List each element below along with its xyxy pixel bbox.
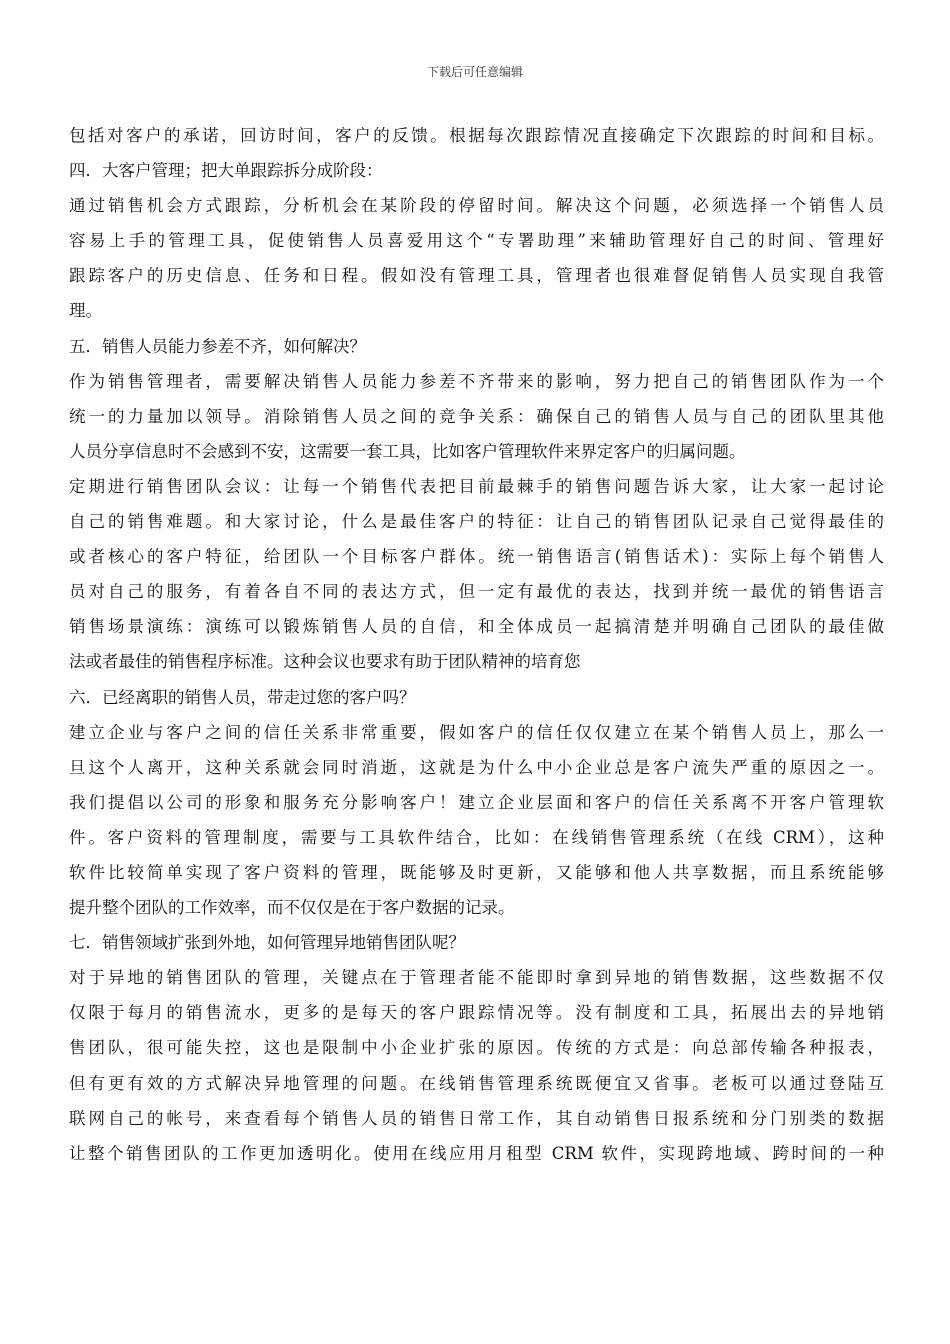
text-line: 建立企业与客户之间的信任关系非常重要，假如客户的信任仅仅建立在某个销售人员上，那么一: [69, 722, 884, 742]
section-heading: 六．已经离职的销售人员，带走过您的客户吗？: [69, 687, 416, 707]
text-line: 跟踪客户的历史信息、任务和日程。假如没有管理工具，管理者也很难督促销售人员实现自我管: [69, 266, 884, 286]
text-line: 软件比较简单实现了客户资料的管理，既能够及时更新，又能够和他人共享数据，而且系统能够: [69, 862, 884, 882]
page-header: 下载后可任意编辑: [426, 65, 523, 79]
text-line: 理。: [69, 301, 102, 321]
section-heading: 七．销售领域扩张到外地，如何管理异地销售团队呢？: [69, 933, 465, 953]
section-heading: 四．大客户管理；把大单跟踪拆分成阶段：: [69, 161, 383, 181]
text-line: 但有更有效的方式解决异地管理的问题。在线销售管理系统既便宜又省事。老板可以通过登陆互: [69, 1073, 884, 1093]
text-line: 让整个销售团队的工作更加透明化。使用在线应用月租型 CRM 软件，实现跨地域、跨时间的一种: [69, 1143, 884, 1163]
text-line: 作为销售管理者，需要解决销售人员能力参差不齐带来的影响，努力把自己的销售团队作为一个: [69, 371, 884, 391]
text-line: 对于异地的销售团队的管理，关键点在于管理者能不能即时拿到异地的销售数据，这些数据不仅: [69, 968, 884, 988]
text-line: 提升整个团队的工作效率，而不仅仅是在于客户数据的记录。: [69, 898, 515, 918]
text-line: 通过销售机会方式跟踪，分析机会在某阶段的停留时间。解决这个问题，必须选择一个销售人员: [69, 196, 884, 216]
text-line: 件。客户资料的管理制度，需要与工具软件结合，比如：在线销售管理系统（在线 CRM），这种: [69, 827, 884, 847]
text-line: 售团队，很可能失控，这也是限制中小企业扩张的原因。传统的方式是：向总部传输各种报表，: [69, 1038, 884, 1058]
text-line: 或者核心的客户特征，给团队一个目标客户群体。统一销售语言(销售话术)：实际上每个销售人: [69, 547, 884, 567]
text-line: 统一的力量加以领导。消除销售人员之间的竞争关系：确保自己的销售人员与自己的团队里其他: [69, 406, 884, 426]
document-body: [69, 118, 884, 1171]
text-line: 定期进行销售团队会议：让每一个销售代表把目前最棘手的销售问题告诉大家，让大家一起讨论: [69, 476, 884, 496]
text-line: 人员分享信息时不会感到不安，这需要一套工具，比如客户管理软件来界定客户的归属问题。: [69, 441, 746, 461]
text-line: 容易上手的管理工具，促使销售人员喜爱用这个“专署助理”来辅助管理好自己的时间、管理好: [69, 231, 884, 251]
text-line: 仅限于每月的销售流水，更多的是每天的客户跟踪情况等。没有制度和工具，拓展出去的异地销: [69, 1003, 884, 1023]
text-line: 法或者最佳的销售程序标准。这种会议也要求有助于团队精神的培育您: [69, 652, 581, 672]
text-line: 联网自己的帐号，来查看每个销售人员的销售日常工作，其自动销售日报系统和分门别类的数据: [69, 1108, 884, 1128]
text-line: 员对自己的服务，有着各自不同的表达方式，但一定有最优的表达，找到并统一最优的销售语言: [69, 582, 884, 602]
section-heading: 五．销售人员能力参差不齐，如何解决？: [69, 336, 366, 356]
text-line: 自己的销售难题。和大家讨论，什么是最佳客户的特征：让自己的销售团队记录自己觉得最佳的: [69, 512, 884, 532]
text-line: 旦这个人离开，这种关系就会同时消逝，这就是为什么中小企业总是客户流失严重的原因之一。: [69, 757, 884, 777]
text-line: 包括对客户的承诺，回访时间，客户的反馈。根据每次跟踪情况直接确定下次跟踪的时间和目标。: [69, 126, 884, 145]
text-line: 我们提倡以公司的形象和服务充分影响客户！建立企业层面和客户的信任关系离不开客户管理软: [69, 792, 884, 812]
text-line: 销售场景演练：演练可以锻炼销售人员的自信，和全体成员一起搞清楚并明确自己团队的最佳做: [69, 617, 884, 637]
